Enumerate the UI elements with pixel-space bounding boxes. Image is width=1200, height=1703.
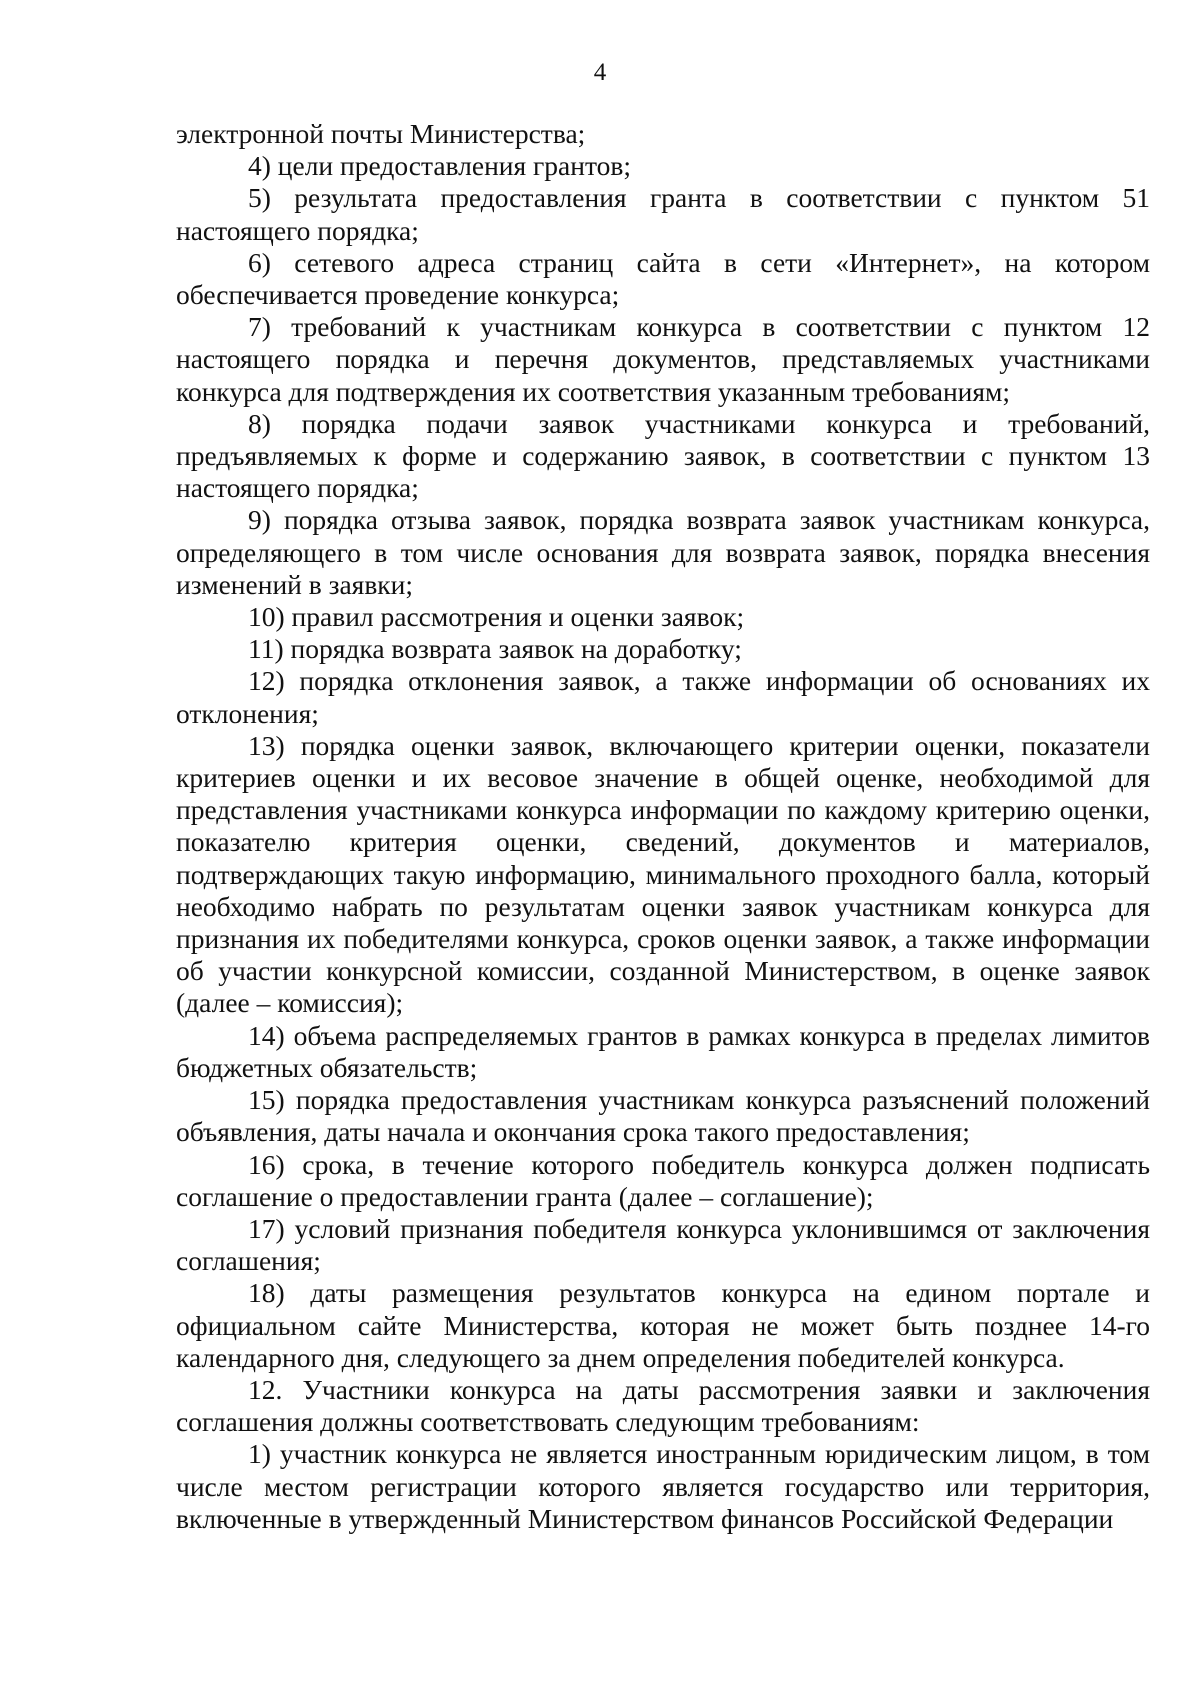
list-item-6: 6) сетевого адреса страниц сайта в сети «Интернет», на котором обеспечивается проведение конкурса;: [176, 246, 1150, 311]
list-item-11: 11) порядка возврата заявок на доработку;: [248, 633, 742, 665]
list-item-10: 10) правил рассмотрения и оценки заявок;: [248, 601, 745, 633]
list-item-14: 14) объема распределяемых грантов в рамках конкурса в пределах лимитов бюджетных обязательств;: [176, 1019, 1150, 1083]
list-item-9: 9) порядка отзыва заявок, порядка возврата заявок участникам конкурса, определяющего в том числе основания для возврата заявок, порядка внесения изменений в заявки;: [176, 504, 1150, 600]
requirement-item-1: 1) участник конкурса не является иностранным юридическим лицом, в том числе местом регистрации которого является государство или территория, включенные в утвержденный Министерством финансов Российской Федерации: [176, 1438, 1150, 1534]
list-item-18: 18) даты размещения результатов конкурса на едином портале и официальном сайте Министерства, которая не может быть позднее 14-го календарного дня, следующего за днем определения победителей конкурса.: [176, 1277, 1150, 1373]
section-12-paragraph: 12. Участники конкурса на даты рассмотрения заявки и заключения соглашения должны соответствовать следующим требованиям:: [176, 1373, 1150, 1438]
document-body: [176, 118, 1150, 1535]
page-number: 4: [593, 59, 607, 86]
list-item-12: 12) порядка отклонения заявок, а также информации об основаниях их отклонения;: [176, 665, 1150, 729]
list-item-15: 15) порядка предоставления участникам конкурса разъяснений положений объявления, даты начала и окончания срока такого предоставления;: [176, 1084, 1150, 1148]
list-item-13: 13) порядка оценки заявок, включающего критерии оценки, показатели критериев оценки и их весовое значение в общей оценке, необходимой для представления участниками конкурса информации по каждому критерию оценки, показателю критерия оценки, сведений, документов и материалов, подтверждающих такую информацию, минимального проходного балла, который необходимо набрать по результатам оценки заявок участникам конкурса для признания их победителями конкурса, сроков оценки заявок, а также информации об участии конкурсной комиссии, созданной Министерством, в оценке заявок (далее – комиссия);: [176, 729, 1150, 1019]
list-item-17: 17) условий признания победителя конкурса уклонившимся от заключения соглашения;: [176, 1212, 1150, 1277]
list-item-5: 5) результата предоставления гранта в соответствии с пунктом 51 настоящего порядка;: [176, 182, 1150, 246]
list-item-7: 7) требований к участникам конкурса в соответствии с пунктом 12 настоящего порядка и перечня документов, представляемых участниками конкурса для подтверждения их соответствия указанным требованиям;: [176, 311, 1150, 407]
list-item-4: 4) цели предоставления грантов;: [248, 150, 632, 182]
paragraph-continuation: электронной почты Министерства;: [176, 118, 586, 149]
list-item-8: 8) порядка подачи заявок участниками конкурса и требований, предъявляемых к форме и содержанию заявок, в соответствии с пунктом 13 настоящего порядка;: [176, 407, 1150, 504]
list-item-16: 16) срока, в течение которого победитель конкурса должен подписать соглашение о предоставлении гранта (далее – соглашение);: [176, 1148, 1150, 1212]
